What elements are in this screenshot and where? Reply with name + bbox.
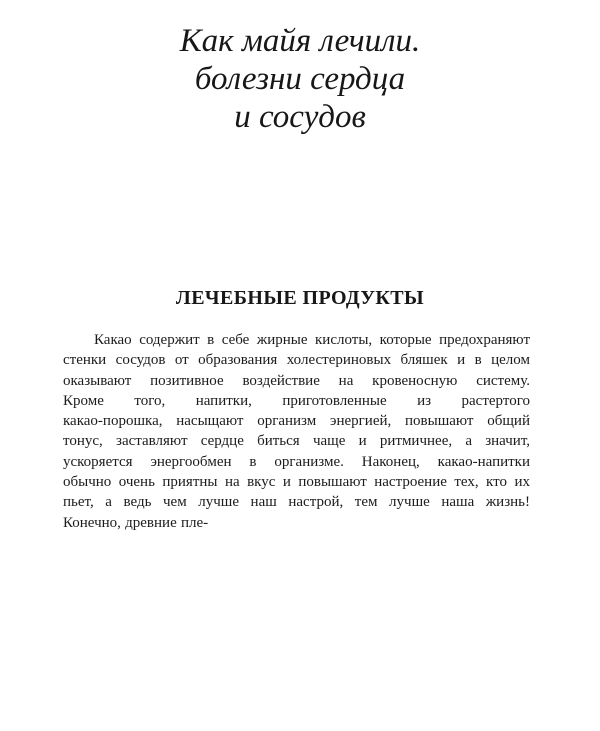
chapter-title: [0, 22, 600, 136]
text-line: Конечно, древние пле-: [63, 514, 209, 531]
text-line: какао-порошка, насыщают организм энергией, повышают общий: [63, 413, 530, 430]
text-line: пьет, а ведь чем лучше наш настрой, тем лучше наша жизнь!: [63, 494, 530, 511]
text-line: Какао содержит в себе жирные кислоты, которые предохраняют: [94, 332, 530, 348]
text-line: ускоряется энергообмен в организме. Наконец, какао-напитки: [63, 453, 530, 470]
text-line: тонус, заставляют сердце биться чаще и ритмичнее, а значит,: [63, 433, 530, 450]
text-line: обычно очень приятны на вкус и повышают настроение тех, кто их: [63, 474, 530, 491]
chapter-title-line: и сосудов: [234, 99, 366, 135]
text-line: оказывают позитивное воздействие на кровеносную систему.: [63, 372, 530, 389]
chapter-title-line: Как майя лечили.: [179, 23, 421, 59]
text-line: стенки сосудов от образования холестериновых бляшек и в целом: [63, 352, 530, 369]
section-heading: ЛЕЧЕБНЫЕ ПРОДУКТЫ: [175, 287, 425, 309]
chapter-title-line: болезни сердца: [194, 61, 406, 97]
text-line: Кроме того, напитки, приготовленные из растертого: [63, 392, 530, 409]
body-paragraph: [63, 330, 530, 533]
